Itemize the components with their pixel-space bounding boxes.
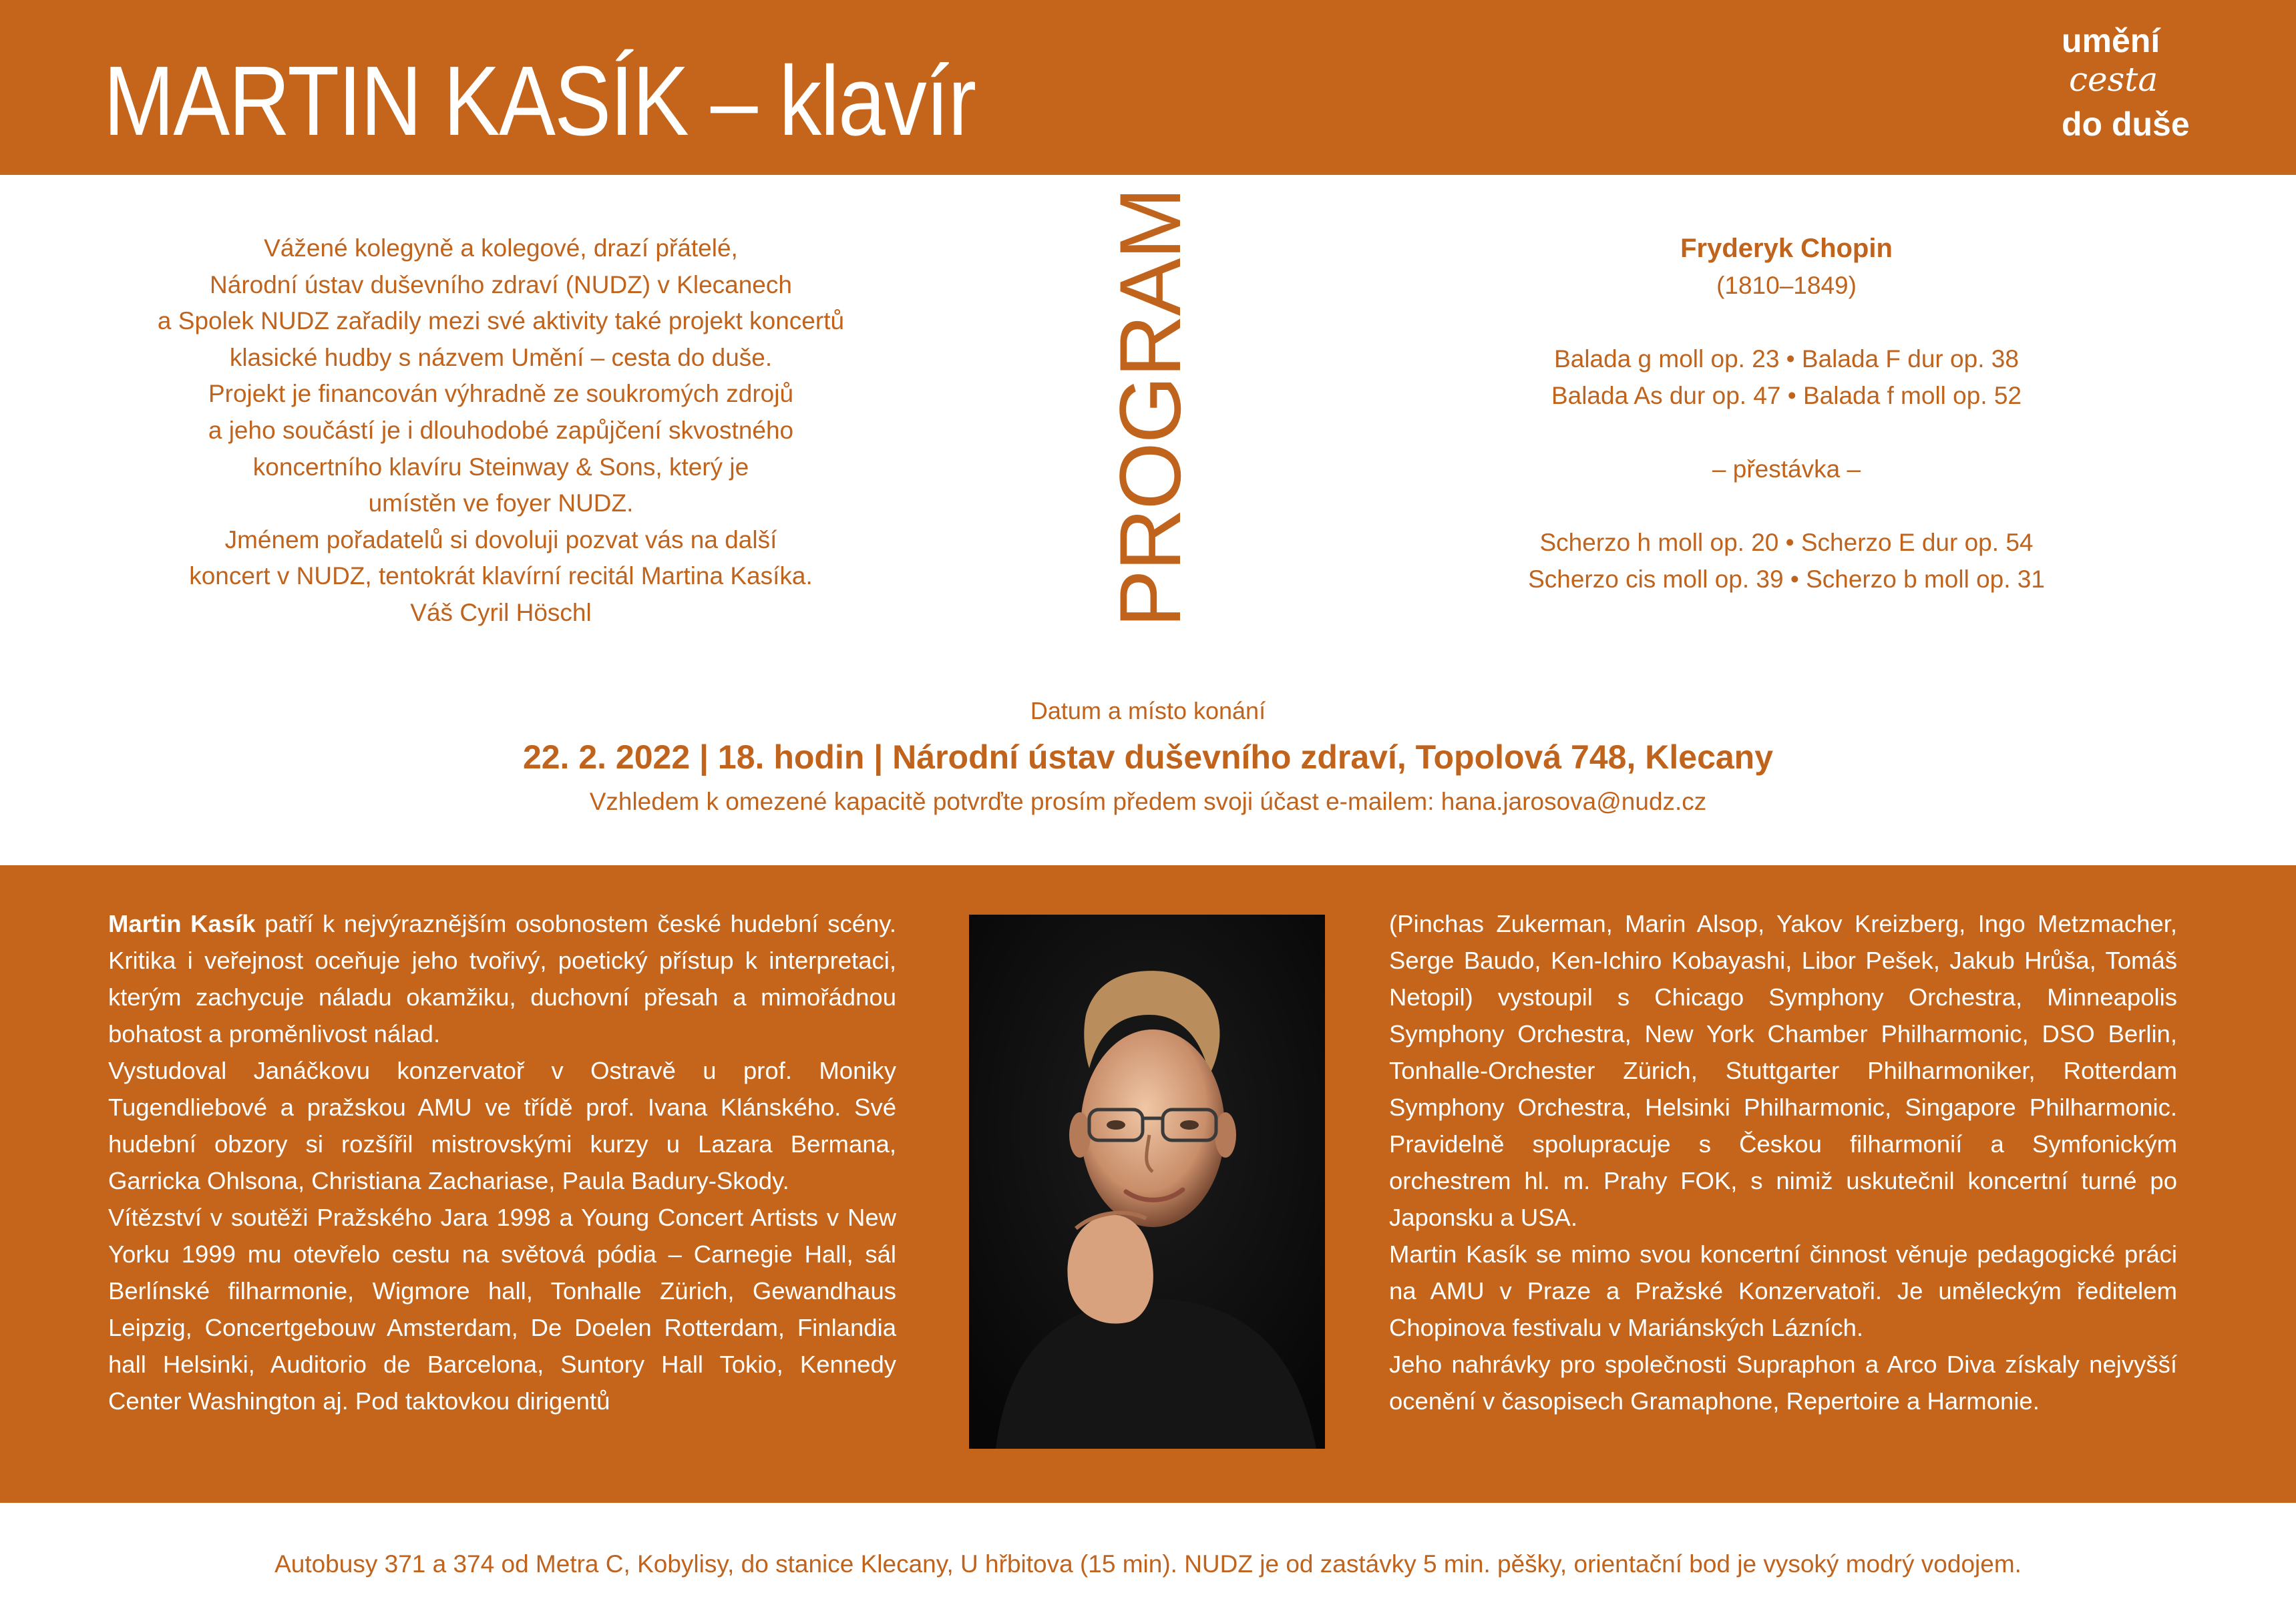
bio-paragraph: Vystudoval Janáčkovu konzervatoř v Ostravě u prof. Moniky Tugendliebové a pražskou AMU ve třídě prof. Ivana Klánského. Své hudební obzory si rozšířil mistrovskými kurzy u Lazara Bermana, Garricka Ohlsona, Christiana Zachariase, Paula Badury-Skody. [108,1057,896,1194]
program-item: Scherzo cis moll op. 39 • Scherzo b moll op. 31 [1528,565,2045,593]
intro-line: klasické hudby s názvem Umění – cesta do duše. [229,343,773,371]
logo-line-3: do duše [2062,105,2190,143]
event-details [0,694,2296,819]
intro-line: Projekt je financován výhradně ze soukromých zdrojů [208,380,794,408]
intro-line: a jeho součástí je i dlouhodobé zapůjčení skvostného [208,416,794,444]
program-heading-text: PROGRAM [1101,188,1199,628]
bio-left-column [108,905,896,1419]
program-item: Scherzo h moll op. 20 • Scherzo E dur op. 54 [1539,529,2034,556]
transport-note: Autobusy 371 a 374 od Metra C, Kobylisy, do stanice Klecany, U hřbitova (15 min). NUDZ je od zastávky 5 min. pěšky, orientační bod je vysoký modrý vodojem. [274,1550,2022,1578]
intro-line: Vážené kolegyně a kolegové, drazí přátelé, [264,234,738,262]
intro-line: koncert v NUDZ, tentokrát klavírní recitál Martina Kasíka. [189,562,813,590]
bio-right-column [1389,905,2177,1419]
bio-paragraph: (Pinchas Zukerman, Marin Alsop, Yakov Kreizberg, Ingo Metzmacher, Serge Baudo, Ken-Ichiro Kobayashi, Libor Pešek, Jakub Hrůša, Tomáš Netopil) vystoupil s Chicago Symphony Orchestra, Minneapolis Symphony Orchestra, New York Chamber Philharmonic, DSO Berlin, Tonhalle-Orchester Zürich, Stuttgarter Philharmoniker, Rotterdam Symphony Orchestra, Helsinki Philharmonic, Singapore Philharmonic. Pravidelně spolupracuje s Českou filharmonií a Symfonickým orchestrem hl. m. Prahy FOK, s nimiž uskutečnil koncertní turné po Japonsku a USA. [1389,910,2177,1231]
composer-years: (1810–1849) [1716,272,1857,299]
program-item: Balada g moll op. 23 • Balada F dur op. 38 [1554,345,2019,373]
intro-line: koncertního klavíru Steinway & Sons, který je [252,453,749,481]
event-when-where: 22. 2. 2022 | 18. hodin | Národní ústav duševního zdraví, Topolová 748, Klecany [522,738,1774,776]
composer-name: Fryderyk Chopin [1680,234,1893,263]
artist-portrait [969,915,1325,1449]
intermission: – přestávka – [1712,455,1861,483]
intro-line: Jménem pořadatelů si dovoluji pozvat vás na další [224,525,777,553]
intro-letter [100,230,902,632]
intro-signature: Váš Cyril Höschl [410,598,592,626]
event-label: Datum a místo konání [1030,697,1266,724]
bio-intro-text: patří k nejvýraznějším osobnostem české hudební scény. Kritika i veřejnost oceňuje jeho tvořivý, poetický přístup k interpretaci, kterým zachycuje náladu okamžiku, duchovní přesah a mimořádnou bohatost a proměnlivost nálad. [108,910,896,1048]
program-list [1436,230,2137,598]
bio-paragraph: Jeho nahrávky pro společnosti Supraphon a Arco Diva získaly nejvyšší ocenění v časopisech Gramaphone, Repertoire a Harmonie. [1389,1351,2177,1415]
program-item: Balada As dur op. 47 • Balada f moll op. 52 [1551,382,2022,409]
intro-line: umístěn ve foyer NUDZ. [368,489,634,517]
logo-line-2: cesta [2069,60,2158,99]
bio-band [0,865,2296,1503]
bio-paragraph [108,905,896,1052]
artist-name: Martin Kasík [108,910,256,937]
bio-paragraph: Martin Kasík se mimo svou koncertní činnost věnuje pedagogické práci na AMU v Praze a Pražské Konzervatoři. Je uměleckým ředitelem Chopinova festivalu v Mariánských Lázních. [1389,1240,2177,1341]
bio-paragraph: Vítězství v soutěži Pražského Jara 1998 a Young Concert Artists v New Yorku 1999 mu otevřelo cestu na světová pódia – Carnegie Hall, sál Berlínské filharmonie, Wigmore hall, Tonhalle Zürich, Gewandhaus Leipzig, Concertgebouw Amsterdam, De Doelen Rotterdam, Finlandia hall Helsinki, Auditorio de Barcelona, Suntory Hall Tokio, Kennedy Center Washington aj. Pod taktovkou dirigentů [108,1204,896,1415]
intro-line: Národní ústav duševního zdraví (NUDZ) v Klecanech [210,270,792,298]
header-band [0,0,2296,175]
portrait-illustration [969,915,1325,1449]
intro-line: a Spolek NUDZ zařadily mezi své aktivity také projekt koncertů [157,307,845,335]
page-title: MARTIN KASÍK – klavír [104,46,976,156]
logo-line-1: umění [2062,22,2160,59]
event-rsvp-note: Vzhledem k omezené kapacitě potvrďte prosím předem svoji účast e-mailem: hana.jarosova@nudz.cz [589,788,1707,815]
